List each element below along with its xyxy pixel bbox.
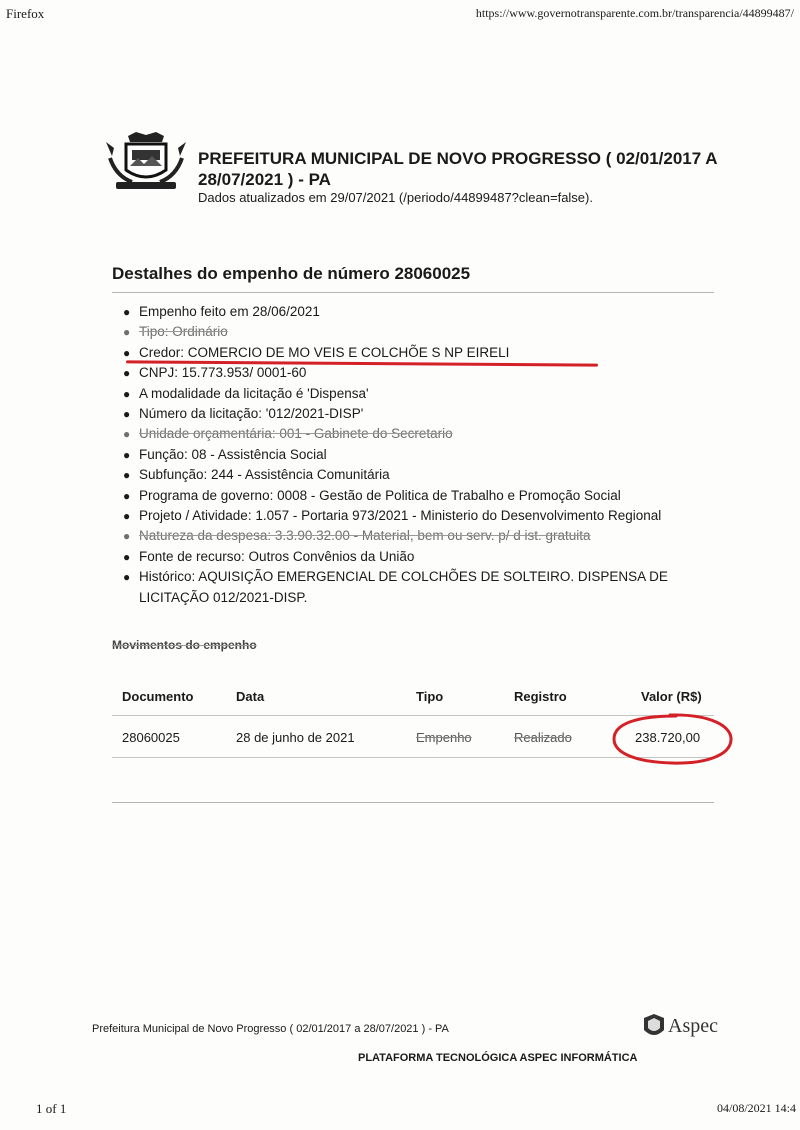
list-item: ● Função: 08 - Assistência Social (123, 445, 723, 465)
bullet-icon: ● (123, 427, 131, 442)
cell-documento: 28060025 (122, 730, 180, 745)
update-info: Dados atualizados em 29/07/2021 (/periodo/44899487?clean=false). (198, 190, 593, 205)
cell-data: 28 de junho de 2021 (236, 730, 355, 745)
column-header-valor: Valor (R$) (641, 689, 702, 704)
bullet-icon: ● (123, 468, 131, 483)
list-item-continuation: LICITAÇÃO 012/2021-DISP. (139, 589, 308, 605)
municipal-crest-icon (106, 132, 186, 194)
platform-label: PLATAFORMA TECNOLÓGICA ASPEC INFORMÁTICA (358, 1052, 638, 1064)
bullet-icon: ● (123, 345, 131, 360)
print-url: https://www.governotransparente.com.br/transparencia/44899487/ (475, 6, 794, 20)
aspec-logo (642, 1012, 738, 1042)
divider (112, 292, 714, 293)
list-item: ● CNPJ: 15.773.953/ 0001-60 (123, 363, 723, 383)
column-header-registro: Registro (514, 689, 567, 704)
bullet-icon: ● (123, 570, 131, 585)
bullet-icon: ● (123, 509, 131, 524)
print-datetime: 04/08/2021 14:4 (716, 1101, 796, 1115)
footer-text: Prefeitura Municipal de Novo Progresso ( 02/01/2017 a 28/07/2021 ) - PA (92, 1023, 449, 1035)
bullet-icon: ● (123, 386, 131, 401)
list-item: ● Credor: COMERCIO DE MO VEIS E COLCHÕE S NP EIRELI (123, 343, 723, 363)
cell-valor: 238.720,00 (635, 730, 701, 745)
page-title: PREFEITURA MUNICIPAL DE NOVO PROGRESSO ( 02/01/2017 A 28/07/2021 ) - PA (198, 149, 717, 189)
list-item: ● Número da licitação: '012/2021-DISP' (123, 404, 723, 424)
column-header-data: Data (236, 689, 265, 704)
list-item: ● Projeto / Atividade: 1.057 - Portaria 973/2021 - Ministerio do Desenvolvimento Regional (123, 506, 723, 526)
list-item: ● Empenho feito em 28/06/2021 (123, 302, 723, 322)
bullet-icon: ● (123, 366, 131, 381)
list-item: ● Subfunção: 244 - Assistência Comunitária (123, 465, 723, 485)
details-list (123, 302, 723, 608)
column-header-documento: Documento (122, 689, 194, 704)
aspec-logo-text: Aspec (668, 1015, 718, 1037)
list-item: ● Histórico: AQUISIÇÃO EMERGENCIAL DE COLCHÕES DE SOLTEIRO. DISPENSA DE (123, 567, 723, 587)
divider (112, 802, 714, 803)
bullet-icon: ● (123, 488, 131, 503)
list-item: ● Unidade orçamentária: 001 - Gabinete do Secretario (123, 424, 723, 444)
page-count: 1 of 1 (36, 1101, 67, 1116)
list-item: ● Tipo: Ordinário (123, 322, 723, 342)
list-item: ● Fonte de recurso: Outros Convênios da União (123, 547, 723, 567)
list-item: ● A modalidade da licitação é 'Dispensa' (123, 384, 723, 404)
print-browser-name: Firefox (6, 6, 45, 21)
column-header-tipo: Tipo (416, 689, 444, 704)
cell-tipo: Empenho (416, 730, 472, 745)
bullet-icon: ● (123, 529, 131, 544)
bullet-icon: ● (123, 305, 131, 319)
list-item: ● Programa de governo: 0008 - Gestão de Politica de Trabalho e Promoção Social (123, 486, 723, 506)
bullet-icon: ● (123, 325, 131, 340)
bullet-icon: ● (123, 549, 131, 564)
red-circle-annotation (610, 712, 734, 766)
details-title: Destalhes do empenho de número 28060025 (112, 264, 471, 283)
cell-registro: Realizado (514, 730, 572, 745)
bullet-icon: ● (123, 447, 131, 462)
movements-title: Movimentos do empenho (112, 638, 257, 652)
bullet-icon: ● (123, 407, 131, 422)
list-item: ● Natureza da despesa: 3.3.90.32.00 - Material, bem ou serv. p/ d ist. gratuita (123, 526, 723, 546)
